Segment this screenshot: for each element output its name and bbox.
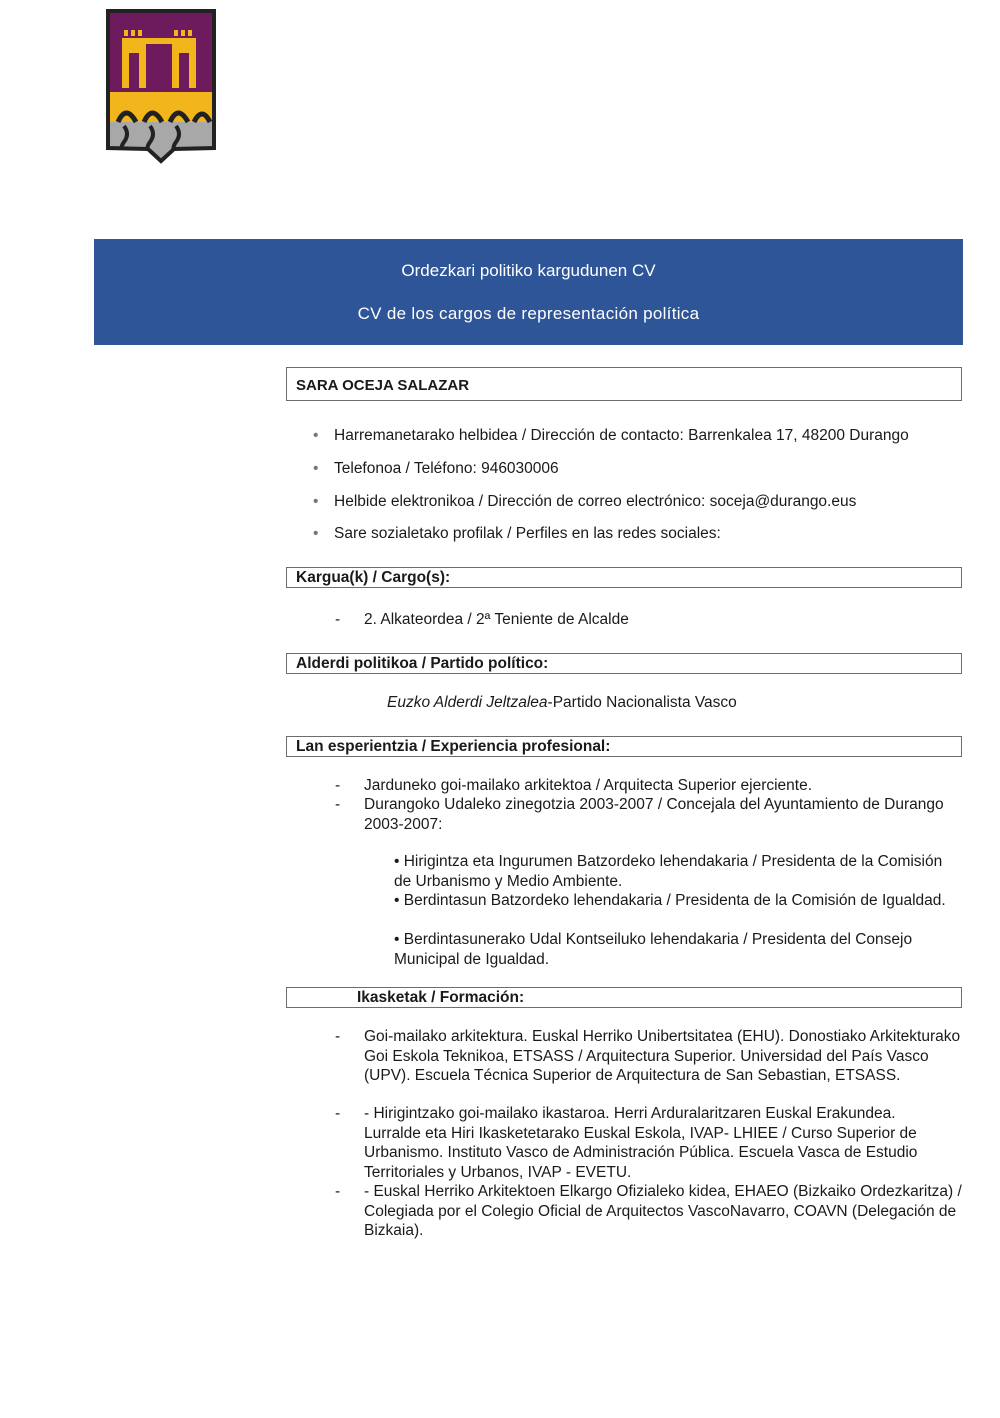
person-name: SARA OCEJA SALAZAR: [296, 377, 470, 394]
contact-phone: Telefonoa / Teléfono: 946030006: [334, 460, 559, 477]
partido-heading: Alderdi politikoa / Partido político:: [296, 655, 549, 672]
bullet-icon: •: [313, 460, 319, 477]
experiencia-subitem: • Berdintasunerako Udal Kontseiluko lehendakaria / Presidenta del Consejo Municipal de Igualdad.: [394, 931, 913, 968]
bullet-icon: •: [313, 427, 319, 444]
cargo-item: 2. Alkateordea / 2ª Teniente de Alcalde: [364, 611, 629, 628]
dash-icon: -: [335, 611, 341, 628]
experiencia-heading: Lan esperientzia / Experiencia profesional:: [296, 738, 611, 755]
experiencia-item: Jarduneko goi-mailako arkitektoa / Arquitecta Superior ejerciente.: [364, 777, 813, 794]
contact-address: Harremanetarako helbidea / Dirección de contacto: Barrenkalea 17, 48200 Durango: [334, 427, 909, 444]
experiencia-subitem: • Hirigintza eta Ingurumen Batzordeko lehendakaria / Presidenta de la Comisión de Urbanismo y Medio Ambiente.: [394, 853, 943, 890]
contact-social: Sare sozialetako profilak / Perfiles en las redes sociales:: [334, 525, 721, 542]
dash-icon: -: [335, 777, 341, 794]
formacion-item: - Hirigintzako goi-mailako ikastaroa. Herri Arduralaritzaren Euskal Erakundea. Lurralde eta Hiri Ikasketetarako Euskal Eskola, IVAP- LHIEE / Curso Superior de Urbanismo. Instituto Vasco de Administración Pública. Escuela Vasca de Estudio Territoriales y Urbanos, IVAP - EVETU.: [364, 1105, 918, 1181]
partido-name-italic: Euzko Alderdi Jeltzalea: [387, 694, 548, 711]
bullet-icon: •: [313, 493, 319, 510]
header-title-es: CV de los cargos de representación política: [357, 304, 700, 323]
partido-name-rest: -Partido Nacionalista Vasco: [547, 694, 737, 711]
partido-name: [387, 693, 737, 713]
experiencia-heading-box: [286, 736, 962, 757]
bullet-icon: •: [313, 525, 319, 542]
formacion-item: - Euskal Herriko Arkitektoen Elkargo Ofizialeko kidea, EHAEO (Bizkaiko Ordezkaritza) / Colegiada por el Colegio Oficial de Arquitectos VascoNavarro, COAVN (Delegación de Bizkaia).: [364, 1183, 962, 1239]
formacion-heading-box: [286, 987, 962, 1008]
dash-icon: -: [335, 1028, 341, 1045]
dash-icon: -: [335, 796, 341, 813]
contact-email: Helbide elektronikoa / Dirección de correo electrónico: soceja@durango.eus: [334, 493, 857, 510]
partido-heading-box: [286, 653, 962, 674]
formacion-item: Goi-mailako arkitektura. Euskal Herriko Unibertsitatea (EHU). Donostiako Arkitekturako Goi Eskola Teknikoa, ETSASS / Arquitectura Superior. Universidad del País Vasco (UPV). Escuela Técnica Superior de Arquitectura de San Sebastian, ETSASS.: [364, 1028, 961, 1084]
experiencia-subitem: • Berdintasun Batzordeko lehendakaria / Presidenta de la Comisión de Igualdad.: [394, 892, 946, 909]
cargo-heading-box: [286, 567, 962, 588]
formacion-heading: Ikasketak / Formación:: [357, 989, 525, 1006]
header-title-eu: Ordezkari politiko kargudunen CV: [401, 261, 656, 280]
person-name-box: [286, 367, 962, 401]
dash-icon: -: [335, 1105, 341, 1122]
cargo-heading: Kargua(k) / Cargo(s):: [296, 569, 451, 586]
header-banner: [94, 239, 963, 345]
dash-icon: -: [335, 1183, 341, 1200]
coat-of-arms-logo: [104, 8, 218, 164]
experiencia-item: Durangoko Udaleko zinegotzia 2003-2007 / Concejala del Ayuntamiento de Durango 2003-2007:: [364, 796, 944, 833]
